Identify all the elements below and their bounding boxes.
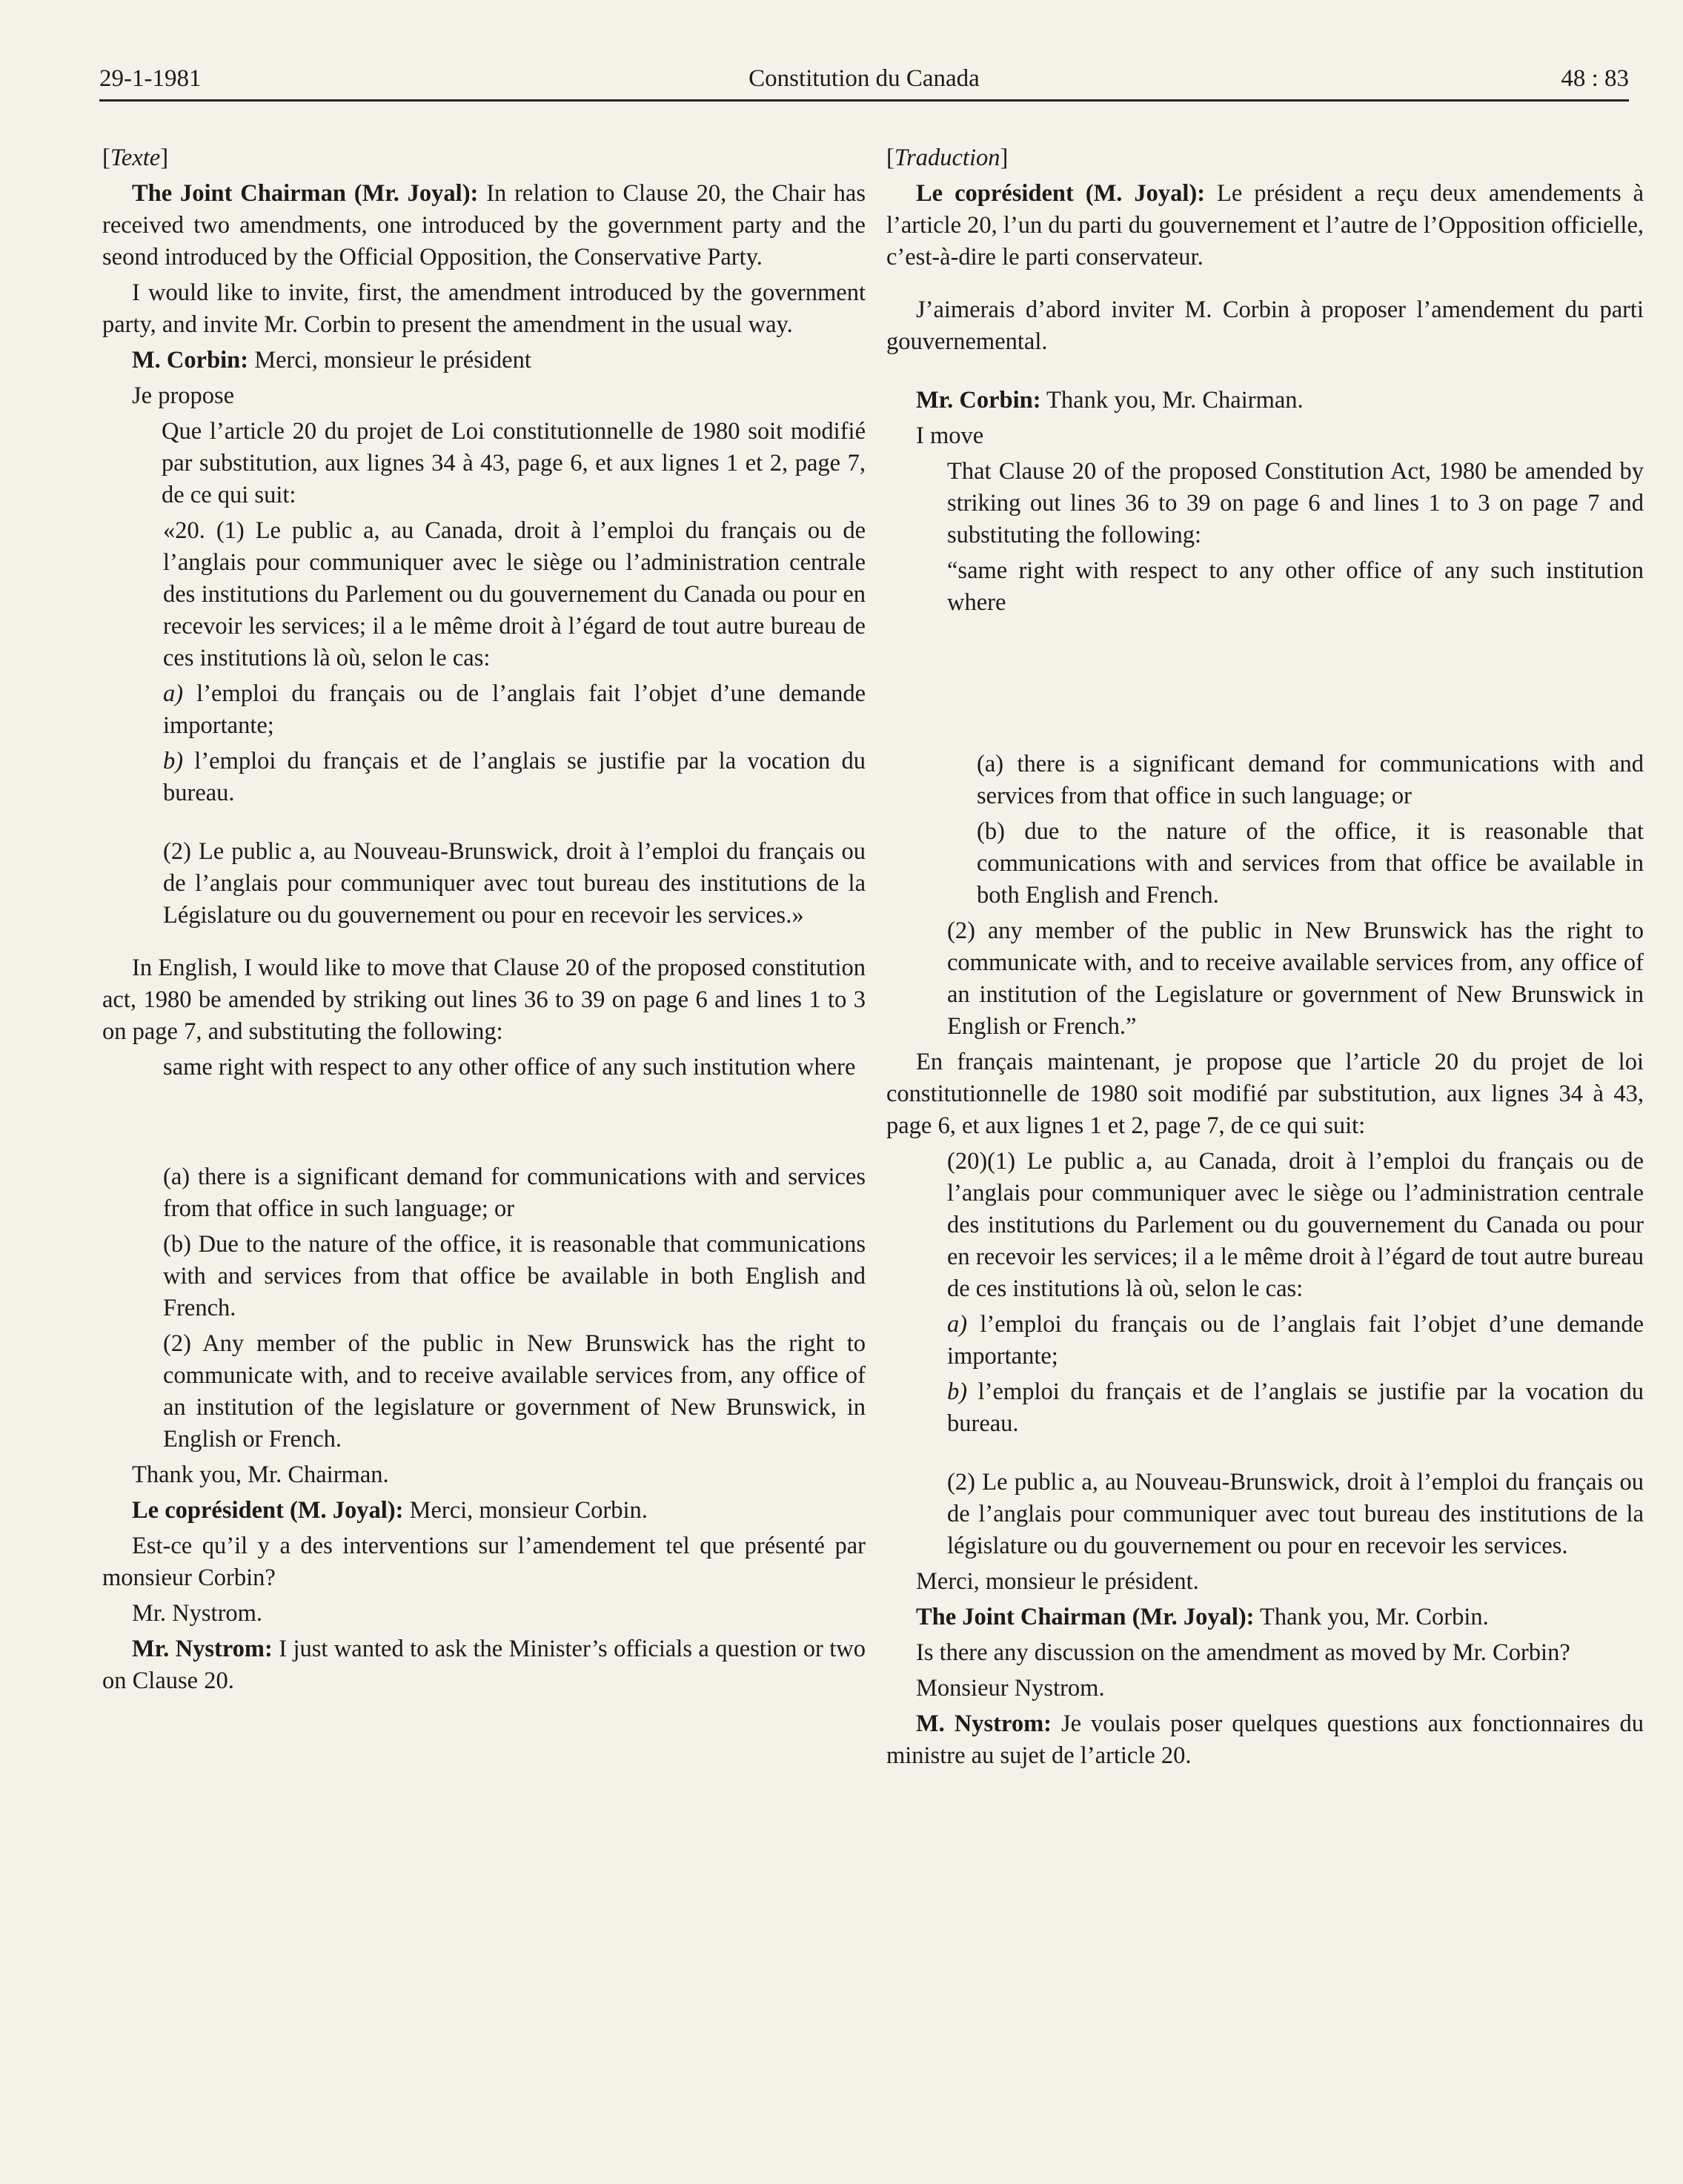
tag-label: Texte <box>110 145 161 171</box>
clause-letter: a) <box>947 1311 968 1338</box>
quoted-clause <box>102 678 866 742</box>
clause-letter: a) <box>163 680 184 707</box>
text-tag: [Texte] <box>102 145 169 171</box>
paragraph <box>102 345 866 376</box>
text-tag: [Traduction] <box>886 145 1009 171</box>
quoted-clause: (2) Le public a, au Nouveau-Brunswick, droit à l’emploi du français ou de l’anglais pour communiquer avec tout bureau des institutions de la Législature ou du gouvernement ou pour en recevoir les services.» <box>163 838 866 929</box>
clause-text: l’emploi du français ou de l’anglais fait l’objet d’une demande importante; <box>163 680 866 739</box>
paragraph: Merci, monsieur le président. <box>916 1568 1199 1595</box>
speech: Je voulais poser quelques questions aux fonctionnaires du ministre au sujet de l’article 20. <box>886 1710 1644 1769</box>
paragraph: J’aimerais d’abord inviter M. Corbin à proposer l’amendement du parti gouvernemental. <box>886 296 1644 355</box>
speech: Merci, monsieur Corbin. <box>403 1497 648 1524</box>
tag-label: Traduction <box>894 145 1000 171</box>
paragraph <box>102 1495 866 1527</box>
quoted-clause: (2) any member of the public in New Brunswick has the right to communicate with, and to receive available services from, any office of an institution of the Legislature or government of New Brunswick in English or French.” <box>947 917 1644 1040</box>
quoted-clause: (b) due to the nature of the office, it is reasonable that communications with and services from that office be available in both English and French. <box>977 818 1644 909</box>
page-header <box>99 64 1629 102</box>
paragraph: Monsieur Nystrom. <box>916 1675 1105 1702</box>
paragraph: Thank you, Mr. Chairman. <box>132 1461 389 1488</box>
speech: Thank you, Mr. Chairman. <box>1040 387 1304 414</box>
speaker: The Joint Chairman (Mr. Joyal): <box>132 180 479 207</box>
paragraph: I would like to invite, first, the amendment introduced by the government party, and invite Mr. Corbin to present the amendment in the usual way. <box>102 279 866 338</box>
quoted-clause: same right with respect to any other office of any such institution where <box>163 1054 856 1081</box>
paragraph: Mr. Nystrom. <box>132 1600 263 1627</box>
quoted-clause: (2) Le public a, au Nouveau-Brunswick, droit à l’emploi du français ou de l’anglais pour communiquer avec tout bureau des institutions de la législature ou du gouvernement ou pour en recevoir les services. <box>947 1469 1644 1559</box>
left-column-english <box>102 142 866 1701</box>
paragraph <box>886 385 1644 416</box>
speech: Merci, monsieur le président <box>248 347 531 374</box>
clause-text: l’emploi du français et de l’anglais se justifie par la vocation du bureau. <box>947 1378 1644 1437</box>
speaker: Mr. Corbin: <box>916 387 1041 414</box>
speech: In relation to Clause 20, the Chair has received two amendments, one introduced by the government party and the seond introduced by the Official Opposition, the Conservative Party. <box>102 180 866 270</box>
quoted-clause: «20. (1) Le public a, au Canada, droit à l’emploi du français ou de l’anglais pour communiquer avec le siège ou l’administration centrale des institutions du Parlement ou du gouvernement du Canada ou pour en recevoir les services; il a le même droit à l’égard de tout autre bureau de ces institutions là où, selon le cas: <box>163 517 866 671</box>
speaker: Mr. Nystrom: <box>132 1636 273 1662</box>
paragraph <box>102 1633 866 1697</box>
quoted-clause: (20)(1) Le public a, au Canada, droit à l’emploi du français ou de l’anglais pour communiquer avec le siège ou l’administration centrale des institutions du Parlement ou du gouvernement du Canada ou pour en recevoir les services; il a le même droit à l’égard de tout autre bureau de ces institutions là où, selon le cas: <box>947 1148 1644 1302</box>
speech: Le président a reçu deux amendements à l’article 20, l’un du parti du gouvernement et l’autre de l’Opposition officielle, c’est-à-dire le parti conservateur. <box>886 180 1644 270</box>
speaker: M. Corbin: <box>132 347 249 374</box>
paragraph <box>102 178 866 273</box>
quoted-clause: “same right with respect to any other office of any such institution where <box>947 557 1644 616</box>
paragraph: In English, I would like to move that Clause 20 of the proposed constitution act, 1980 be amended by striking out lines 36 to 39 on page 6 and lines 1 to 3 on page 7, and substituting the following: <box>102 955 866 1045</box>
paragraph <box>886 1602 1644 1633</box>
quoted-clause: (2) Any member of the public in New Brunswick has the right to communicate with, and to receive available services from, any office of an institution of the legislature or government of New Brunswick, in English or French. <box>163 1330 866 1453</box>
right-column-french <box>886 142 1644 1776</box>
header-title: Constitution du Canada <box>748 65 980 92</box>
paragraph: Is there any discussion on the amendment as moved by Mr. Corbin? <box>916 1639 1570 1666</box>
motion-paragraph: Que l’article 20 du projet de Loi constitutionnelle de 1980 soit modifié par substitution, aux lignes 34 à 43, page 6, et aux lignes 1 et 2, page 7, de ce qui suit: <box>162 418 866 508</box>
quoted-clause <box>886 1309 1644 1373</box>
clause-letter: b) <box>163 748 184 774</box>
quoted-clause <box>102 746 866 809</box>
paragraph: Est-ce qu’il y a des interventions sur l’amendement tel que présenté par monsieur Corbin? <box>102 1533 866 1591</box>
paragraph: En français maintenant, je propose que l’article 20 du projet de loi constitutionnelle de 1980 soit modifié par substitution, aux lignes 34 à 43, page 6, et aux lignes 1 et 2, page 7, de ce qui suit: <box>886 1049 1644 1139</box>
quoted-clause: (a) there is a significant demand for communications with and services from that office in such language; or <box>163 1164 866 1222</box>
speech: Thank you, Mr. Corbin. <box>1254 1604 1489 1630</box>
paragraph: Je propose <box>132 382 235 409</box>
header-date: 29-1-1981 <box>99 65 202 92</box>
quoted-clause: (a) there is a significant demand for communications with and services from that office in such language; or <box>977 751 1644 809</box>
paragraph <box>886 1708 1644 1772</box>
motion-paragraph: That Clause 20 of the proposed Constitution Act, 1980 be amended by striking out lines 36 to 39 on page 6 and lines 1 to 3 on page 7 and substituting the following: <box>947 458 1644 548</box>
speaker: Le coprésident (M. Joyal): <box>916 180 1206 207</box>
speech: I just wanted to ask the Minister’s officials a question or two on Clause 20. <box>102 1636 866 1694</box>
quoted-clause <box>886 1376 1644 1440</box>
clause-letter: b) <box>947 1378 968 1405</box>
speaker: The Joint Chairman (Mr. Joyal): <box>916 1604 1255 1630</box>
clause-text: l’emploi du français et de l’anglais se justifie par la vocation du bureau. <box>163 748 866 806</box>
quoted-clause: (b) Due to the nature of the office, it is reasonable that communications with and services from that office be available in both English and French. <box>163 1231 866 1321</box>
clause-text: l’emploi du français ou de l’anglais fait l’objet d’une demande importante; <box>947 1311 1644 1370</box>
paragraph: I move <box>916 422 984 449</box>
speaker: M. Nystrom: <box>916 1710 1052 1737</box>
header-page-number: 48 : 83 <box>1561 65 1629 92</box>
paragraph <box>886 178 1644 273</box>
speaker: Le coprésident (M. Joyal): <box>132 1497 404 1524</box>
